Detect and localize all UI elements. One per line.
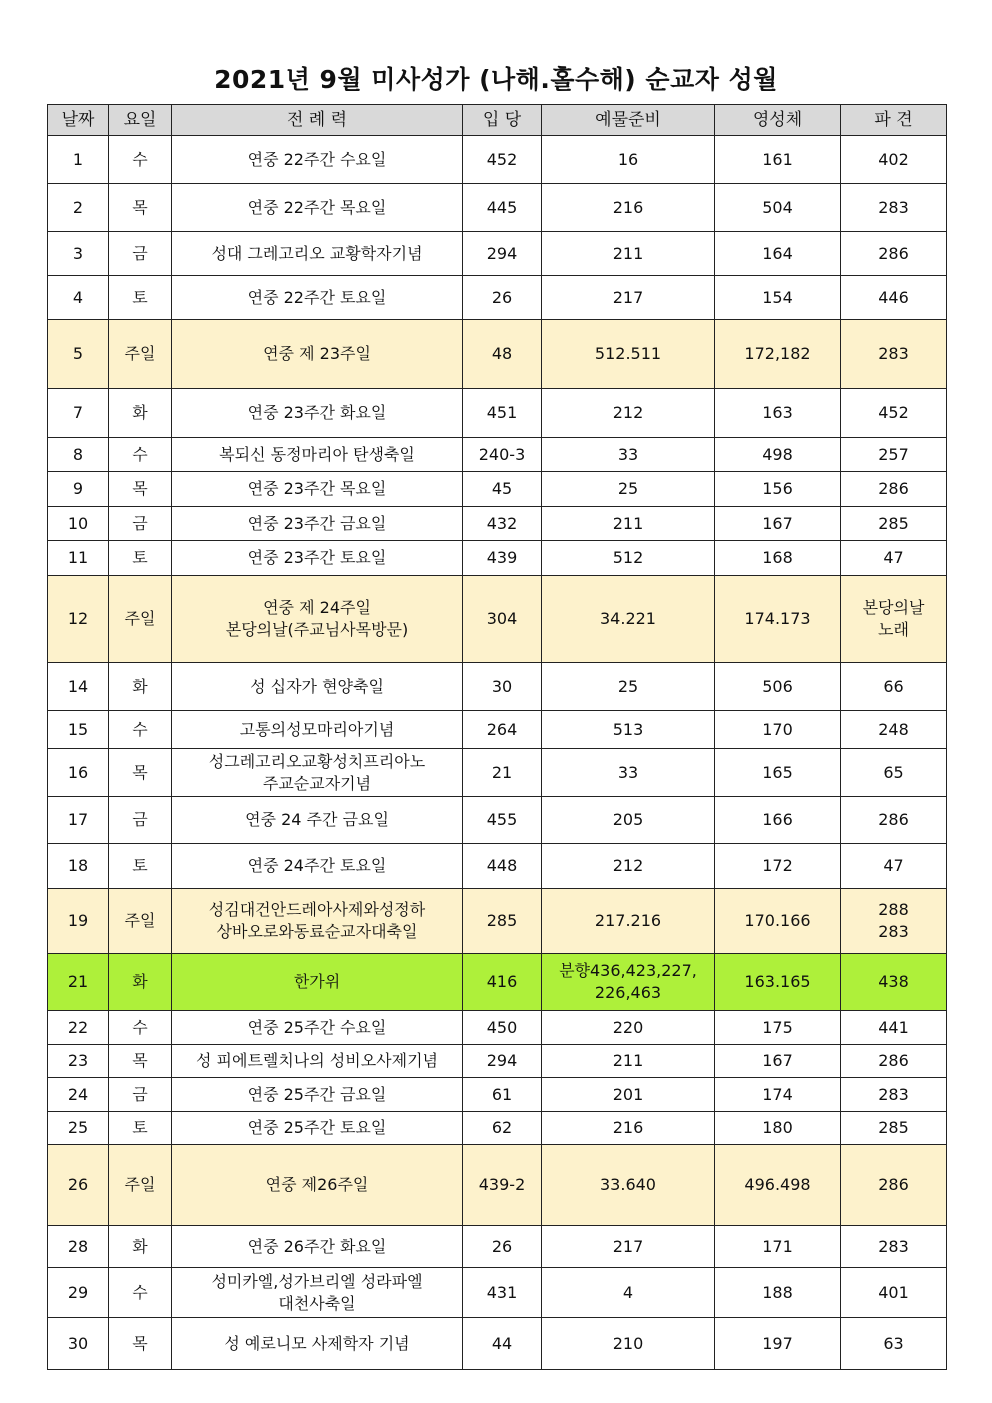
cell-date: 16 bbox=[48, 749, 109, 797]
cell-date: 21 bbox=[48, 954, 109, 1011]
cell-communion: 166 bbox=[715, 797, 841, 844]
cell-recessional: 283 bbox=[841, 320, 947, 389]
cell-communion: 163.165 bbox=[715, 954, 841, 1011]
cell-communion: 171 bbox=[715, 1226, 841, 1268]
cell-recessional: 257 bbox=[841, 438, 947, 472]
cell-communion: 167 bbox=[715, 507, 841, 541]
cell-recessional: 446 bbox=[841, 276, 947, 320]
cell-communion: 175 bbox=[715, 1011, 841, 1045]
cell-date: 5 bbox=[48, 320, 109, 389]
cell-liturgy: 연중 23주간 목요일 bbox=[172, 472, 463, 507]
cell-entrance: 240-3 bbox=[463, 438, 542, 472]
table-row bbox=[48, 1011, 947, 1045]
cell-date: 28 bbox=[48, 1226, 109, 1268]
cell-liturgy: 연중 제 24주일 본당의날(주교님사목방문) bbox=[172, 576, 463, 663]
cell-weekday: 토 bbox=[109, 541, 172, 576]
cell-entrance: 452 bbox=[463, 136, 542, 184]
cell-liturgy: 성 예로니모 사제학자 기념 bbox=[172, 1318, 463, 1370]
cell-recessional: 본당의날 노래 bbox=[841, 576, 947, 663]
header-date: 날짜 bbox=[48, 105, 109, 136]
cell-offertory: 211 bbox=[542, 507, 715, 541]
table-row bbox=[48, 276, 947, 320]
cell-date: 9 bbox=[48, 472, 109, 507]
cell-liturgy: 성 피에트렐치나의 성비오사제기념 bbox=[172, 1045, 463, 1078]
cell-date: 30 bbox=[48, 1318, 109, 1370]
table-row bbox=[48, 844, 947, 889]
table-row bbox=[48, 320, 947, 389]
cell-entrance: 448 bbox=[463, 844, 542, 889]
table-row bbox=[48, 1112, 947, 1145]
cell-liturgy: 성김대건안드레아사제와성정하 상바오로와동료순교자대축일 bbox=[172, 889, 463, 954]
cell-communion: 165 bbox=[715, 749, 841, 797]
cell-weekday: 목 bbox=[109, 1318, 172, 1370]
cell-offertory: 212 bbox=[542, 844, 715, 889]
cell-liturgy: 성미카엘,성가브리엘 성라파엘 대천사축일 bbox=[172, 1268, 463, 1318]
cell-date: 2 bbox=[48, 184, 109, 232]
cell-date: 8 bbox=[48, 438, 109, 472]
cell-communion: 174 bbox=[715, 1078, 841, 1112]
cell-weekday: 주일 bbox=[109, 889, 172, 954]
cell-entrance: 432 bbox=[463, 507, 542, 541]
cell-recessional: 283 bbox=[841, 1226, 947, 1268]
cell-offertory: 212 bbox=[542, 389, 715, 438]
table-row bbox=[48, 1318, 947, 1370]
cell-weekday: 수 bbox=[109, 711, 172, 749]
cell-offertory: 33 bbox=[542, 749, 715, 797]
cell-date: 14 bbox=[48, 663, 109, 711]
cell-recessional: 63 bbox=[841, 1318, 947, 1370]
cell-liturgy: 연중 23주간 화요일 bbox=[172, 389, 463, 438]
table-body bbox=[48, 136, 947, 1370]
cell-recessional: 286 bbox=[841, 1045, 947, 1078]
cell-recessional: 285 bbox=[841, 507, 947, 541]
cell-recessional: 286 bbox=[841, 1145, 947, 1226]
header-recessional: 파 견 bbox=[841, 105, 947, 136]
cell-liturgy: 성대 그레고리오 교황학자기념 bbox=[172, 232, 463, 276]
cell-communion: 496.498 bbox=[715, 1145, 841, 1226]
cell-recessional: 286 bbox=[841, 232, 947, 276]
cell-communion: 170 bbox=[715, 711, 841, 749]
cell-entrance: 45 bbox=[463, 472, 542, 507]
cell-date: 29 bbox=[48, 1268, 109, 1318]
cell-liturgy: 한가위 bbox=[172, 954, 463, 1011]
cell-communion: 506 bbox=[715, 663, 841, 711]
cell-liturgy: 연중 25주간 금요일 bbox=[172, 1078, 463, 1112]
cell-weekday: 주일 bbox=[109, 1145, 172, 1226]
cell-date: 23 bbox=[48, 1045, 109, 1078]
cell-entrance: 26 bbox=[463, 1226, 542, 1268]
cell-offertory: 33.640 bbox=[542, 1145, 715, 1226]
cell-offertory: 34.221 bbox=[542, 576, 715, 663]
cell-liturgy: 연중 24주간 토요일 bbox=[172, 844, 463, 889]
cell-date: 17 bbox=[48, 797, 109, 844]
table-row bbox=[48, 1045, 947, 1078]
table-row bbox=[48, 232, 947, 276]
header-communion: 영성체 bbox=[715, 105, 841, 136]
cell-recessional: 47 bbox=[841, 541, 947, 576]
cell-entrance: 62 bbox=[463, 1112, 542, 1145]
table-row bbox=[48, 1268, 947, 1318]
cell-weekday: 금 bbox=[109, 797, 172, 844]
cell-recessional: 402 bbox=[841, 136, 947, 184]
cell-entrance: 294 bbox=[463, 1045, 542, 1078]
table-row bbox=[48, 711, 947, 749]
cell-liturgy: 성 십자가 현양축일 bbox=[172, 663, 463, 711]
table-row bbox=[48, 472, 947, 507]
cell-offertory: 216 bbox=[542, 1112, 715, 1145]
cell-liturgy: 고통의성모마리아기념 bbox=[172, 711, 463, 749]
cell-recessional: 438 bbox=[841, 954, 947, 1011]
cell-offertory: 217 bbox=[542, 1226, 715, 1268]
cell-entrance: 264 bbox=[463, 711, 542, 749]
table-row bbox=[48, 954, 947, 1011]
cell-liturgy: 연중 22주간 토요일 bbox=[172, 276, 463, 320]
cell-date: 12 bbox=[48, 576, 109, 663]
cell-recessional: 288 283 bbox=[841, 889, 947, 954]
cell-communion: 167 bbox=[715, 1045, 841, 1078]
header-weekday: 요일 bbox=[109, 105, 172, 136]
cell-offertory: 211 bbox=[542, 1045, 715, 1078]
table-row bbox=[48, 136, 947, 184]
cell-entrance: 294 bbox=[463, 232, 542, 276]
cell-liturgy: 연중 22주간 수요일 bbox=[172, 136, 463, 184]
cell-liturgy: 연중 23주간 토요일 bbox=[172, 541, 463, 576]
cell-communion: 172,182 bbox=[715, 320, 841, 389]
cell-entrance: 304 bbox=[463, 576, 542, 663]
cell-communion: 156 bbox=[715, 472, 841, 507]
cell-weekday: 목 bbox=[109, 1045, 172, 1078]
cell-recessional: 286 bbox=[841, 797, 947, 844]
cell-weekday: 화 bbox=[109, 389, 172, 438]
cell-recessional: 452 bbox=[841, 389, 947, 438]
cell-date: 18 bbox=[48, 844, 109, 889]
cell-offertory: 분향436,423,227, 226,463 bbox=[542, 954, 715, 1011]
cell-entrance: 48 bbox=[463, 320, 542, 389]
cell-communion: 174.173 bbox=[715, 576, 841, 663]
cell-date: 19 bbox=[48, 889, 109, 954]
cell-weekday: 화 bbox=[109, 663, 172, 711]
cell-date: 3 bbox=[48, 232, 109, 276]
cell-recessional: 401 bbox=[841, 1268, 947, 1318]
cell-recessional: 285 bbox=[841, 1112, 947, 1145]
cell-weekday: 금 bbox=[109, 507, 172, 541]
cell-liturgy: 연중 26주간 화요일 bbox=[172, 1226, 463, 1268]
table-row bbox=[48, 184, 947, 232]
cell-weekday: 목 bbox=[109, 749, 172, 797]
table-row bbox=[48, 541, 947, 576]
cell-date: 10 bbox=[48, 507, 109, 541]
cell-weekday: 토 bbox=[109, 844, 172, 889]
cell-entrance: 439 bbox=[463, 541, 542, 576]
cell-date: 24 bbox=[48, 1078, 109, 1112]
cell-weekday: 수 bbox=[109, 438, 172, 472]
cell-offertory: 201 bbox=[542, 1078, 715, 1112]
cell-offertory: 16 bbox=[542, 136, 715, 184]
table-row bbox=[48, 797, 947, 844]
cell-recessional: 66 bbox=[841, 663, 947, 711]
cell-liturgy: 복되신 동정마리아 탄생축일 bbox=[172, 438, 463, 472]
cell-offertory: 512.511 bbox=[542, 320, 715, 389]
cell-communion: 168 bbox=[715, 541, 841, 576]
cell-recessional: 441 bbox=[841, 1011, 947, 1045]
cell-weekday: 화 bbox=[109, 1226, 172, 1268]
cell-recessional: 248 bbox=[841, 711, 947, 749]
header-liturgy: 전 례 력 bbox=[172, 105, 463, 136]
cell-recessional: 47 bbox=[841, 844, 947, 889]
cell-communion: 154 bbox=[715, 276, 841, 320]
cell-liturgy: 연중 25주간 토요일 bbox=[172, 1112, 463, 1145]
cell-entrance: 61 bbox=[463, 1078, 542, 1112]
cell-entrance: 21 bbox=[463, 749, 542, 797]
cell-date: 22 bbox=[48, 1011, 109, 1045]
cell-liturgy: 성그레고리오교황성치프리아노 주교순교자기념 bbox=[172, 749, 463, 797]
cell-offertory: 512 bbox=[542, 541, 715, 576]
cell-communion: 163 bbox=[715, 389, 841, 438]
cell-communion: 164 bbox=[715, 232, 841, 276]
cell-recessional: 283 bbox=[841, 184, 947, 232]
cell-date: 7 bbox=[48, 389, 109, 438]
table-row bbox=[48, 507, 947, 541]
cell-recessional: 283 bbox=[841, 1078, 947, 1112]
header-entrance: 입 당 bbox=[463, 105, 542, 136]
cell-entrance: 30 bbox=[463, 663, 542, 711]
cell-entrance: 44 bbox=[463, 1318, 542, 1370]
cell-offertory: 205 bbox=[542, 797, 715, 844]
cell-entrance: 26 bbox=[463, 276, 542, 320]
cell-liturgy: 연중 24 주간 금요일 bbox=[172, 797, 463, 844]
cell-liturgy: 연중 23주간 금요일 bbox=[172, 507, 463, 541]
page-title: 2021년 9월 미사성가 (나해.홀수해) 순교자 성월 bbox=[214, 65, 778, 94]
cell-weekday: 화 bbox=[109, 954, 172, 1011]
cell-entrance: 451 bbox=[463, 389, 542, 438]
cell-offertory: 217.216 bbox=[542, 889, 715, 954]
cell-offertory: 4 bbox=[542, 1268, 715, 1318]
cell-weekday: 주일 bbox=[109, 320, 172, 389]
cell-entrance: 439-2 bbox=[463, 1145, 542, 1226]
cell-liturgy: 연중 25주간 수요일 bbox=[172, 1011, 463, 1045]
header-offertory: 예물준비 bbox=[542, 105, 715, 136]
cell-weekday: 수 bbox=[109, 1268, 172, 1318]
cell-entrance: 455 bbox=[463, 797, 542, 844]
table-row bbox=[48, 1145, 947, 1226]
table-row bbox=[48, 663, 947, 711]
cell-communion: 504 bbox=[715, 184, 841, 232]
cell-weekday: 수 bbox=[109, 1011, 172, 1045]
cell-liturgy: 연중 22주간 목요일 bbox=[172, 184, 463, 232]
cell-date: 1 bbox=[48, 136, 109, 184]
cell-entrance: 450 bbox=[463, 1011, 542, 1045]
cell-weekday: 주일 bbox=[109, 576, 172, 663]
cell-offertory: 210 bbox=[542, 1318, 715, 1370]
cell-offertory: 217 bbox=[542, 276, 715, 320]
table-row bbox=[48, 576, 947, 663]
table-row bbox=[48, 889, 947, 954]
cell-offertory: 25 bbox=[542, 663, 715, 711]
cell-date: 11 bbox=[48, 541, 109, 576]
cell-offertory: 211 bbox=[542, 232, 715, 276]
cell-offertory: 513 bbox=[542, 711, 715, 749]
table-row bbox=[48, 438, 947, 472]
cell-date: 26 bbox=[48, 1145, 109, 1226]
cell-date: 25 bbox=[48, 1112, 109, 1145]
cell-recessional: 286 bbox=[841, 472, 947, 507]
cell-offertory: 33 bbox=[542, 438, 715, 472]
cell-entrance: 285 bbox=[463, 889, 542, 954]
cell-weekday: 금 bbox=[109, 232, 172, 276]
header-row bbox=[48, 105, 947, 136]
cell-weekday: 금 bbox=[109, 1078, 172, 1112]
cell-weekday: 수 bbox=[109, 136, 172, 184]
cell-recessional: 65 bbox=[841, 749, 947, 797]
cell-communion: 180 bbox=[715, 1112, 841, 1145]
table-row bbox=[48, 1078, 947, 1112]
mass-hymn-table bbox=[47, 104, 947, 1370]
table-row bbox=[48, 389, 947, 438]
cell-date: 15 bbox=[48, 711, 109, 749]
table-row bbox=[48, 749, 947, 797]
cell-entrance: 416 bbox=[463, 954, 542, 1011]
cell-communion: 170.166 bbox=[715, 889, 841, 954]
cell-weekday: 토 bbox=[109, 1112, 172, 1145]
cell-communion: 161 bbox=[715, 136, 841, 184]
table-row bbox=[48, 1226, 947, 1268]
cell-communion: 498 bbox=[715, 438, 841, 472]
cell-weekday: 목 bbox=[109, 472, 172, 507]
cell-offertory: 220 bbox=[542, 1011, 715, 1045]
cell-offertory: 25 bbox=[542, 472, 715, 507]
cell-communion: 188 bbox=[715, 1268, 841, 1318]
cell-liturgy: 연중 제 23주일 bbox=[172, 320, 463, 389]
cell-offertory: 216 bbox=[542, 184, 715, 232]
cell-date: 4 bbox=[48, 276, 109, 320]
cell-liturgy: 연중 제26주일 bbox=[172, 1145, 463, 1226]
cell-weekday: 토 bbox=[109, 276, 172, 320]
cell-communion: 197 bbox=[715, 1318, 841, 1370]
cell-communion: 172 bbox=[715, 844, 841, 889]
cell-weekday: 목 bbox=[109, 184, 172, 232]
cell-entrance: 431 bbox=[463, 1268, 542, 1318]
cell-entrance: 445 bbox=[463, 184, 542, 232]
